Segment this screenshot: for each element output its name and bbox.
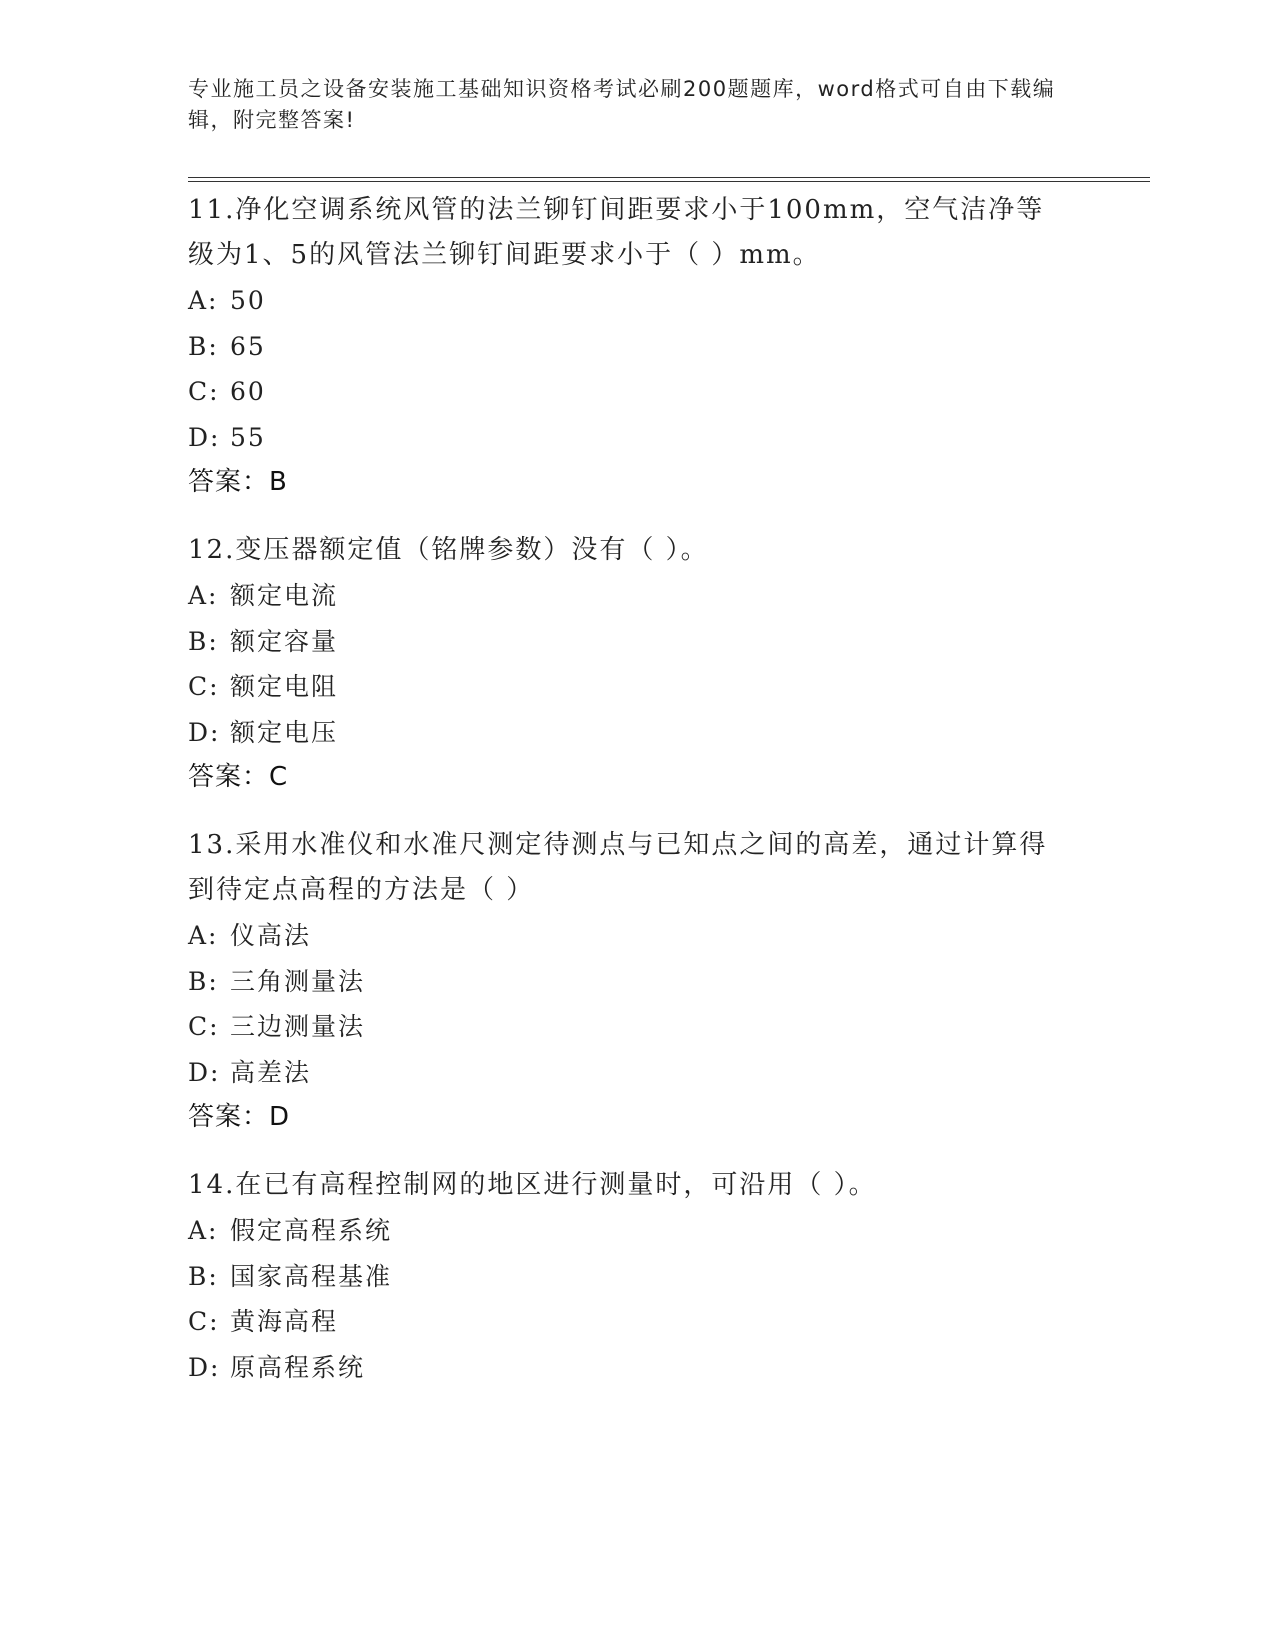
option-text: 65	[230, 331, 266, 361]
answer-value: B	[269, 467, 288, 497]
option-text: 国家高程基准	[230, 1261, 393, 1291]
option-letter: D:	[188, 422, 221, 452]
option-text: 仪高法	[230, 921, 312, 950]
option-letter: C:	[188, 1012, 220, 1041]
question-13	[188, 823, 1148, 1139]
option-text: 三角测量法	[230, 966, 366, 996]
option-b	[188, 1254, 1148, 1300]
option-text: 高差法	[230, 1057, 312, 1087]
option-a	[188, 573, 1148, 619]
option-letter: A:	[188, 1216, 219, 1245]
option-letter: A:	[188, 581, 219, 610]
question-stem: 12.变压器额定值（铭牌参数）没有（ ）。	[188, 535, 709, 565]
question-11	[188, 188, 1148, 504]
option-text: 额定电阻	[230, 672, 339, 701]
option-a	[188, 1208, 1148, 1254]
answer-value: D	[269, 1102, 291, 1132]
option-b	[188, 959, 1148, 1005]
option-text: 额定容量	[230, 626, 339, 656]
answer-label: 答案：	[188, 762, 270, 792]
option-text: 60	[230, 377, 266, 406]
option-b	[188, 619, 1148, 665]
option-d	[188, 1050, 1148, 1096]
option-d	[188, 710, 1148, 756]
option-letter: B:	[188, 626, 219, 656]
question-12	[188, 528, 1148, 799]
question-list	[188, 188, 1148, 1414]
option-letter: A:	[188, 921, 219, 950]
option-a	[188, 278, 1148, 324]
option-text: 黄海高程	[230, 1307, 339, 1336]
question-stem: 11.净化空调系统风管的法兰铆钉间距要求小于100mm，空气洁净等级为1、5的风管法兰铆钉间距要求小于（ ）mm。	[188, 195, 1045, 270]
option-letter: C:	[188, 377, 220, 406]
option-b	[188, 324, 1148, 370]
option-letter: B:	[188, 1261, 219, 1291]
option-text: 假定高程系统	[230, 1216, 393, 1245]
document-header: 专业施工员之设备安装施工基础知识资格考试必刷200题题库，word格式可自由下载编辑，附完整答案!	[188, 77, 1056, 132]
answer-label: 答案：	[188, 467, 270, 497]
question-14	[188, 1163, 1148, 1390]
option-d	[188, 1345, 1148, 1391]
answer-line	[188, 755, 1148, 799]
option-d	[188, 415, 1148, 461]
option-c	[188, 369, 1148, 415]
option-c	[188, 1299, 1148, 1345]
option-letter: D:	[188, 717, 221, 747]
option-text: 55	[230, 422, 266, 452]
option-text: 原高程系统	[230, 1352, 366, 1382]
option-letter: D:	[188, 1352, 221, 1382]
header-divider-bottom	[188, 181, 1150, 182]
answer-line	[188, 460, 1148, 504]
option-c	[188, 1004, 1148, 1050]
option-text: 额定电流	[230, 581, 339, 610]
option-text: 三边测量法	[230, 1012, 366, 1041]
option-a	[188, 913, 1148, 959]
option-letter: A:	[188, 286, 219, 315]
option-letter: C:	[188, 672, 220, 701]
answer-line	[188, 1095, 1148, 1139]
answer-label: 答案：	[188, 1102, 270, 1132]
option-text: 额定电压	[230, 717, 339, 747]
option-letter: C:	[188, 1307, 220, 1336]
option-c	[188, 664, 1148, 710]
question-stem: 13.采用水准仪和水准尺测定待测点与已知点之间的高差，通过计算得到待定点高程的方法是（ ）	[188, 830, 1048, 905]
option-letter: D:	[188, 1057, 221, 1087]
option-letter: B:	[188, 331, 219, 361]
question-stem: 14.在已有高程控制网的地区进行测量时，可沿用（ ）。	[188, 1170, 877, 1200]
option-letter: B:	[188, 966, 219, 996]
option-text: 50	[230, 286, 266, 315]
header-divider-top	[188, 177, 1150, 178]
answer-value: C	[269, 762, 289, 792]
